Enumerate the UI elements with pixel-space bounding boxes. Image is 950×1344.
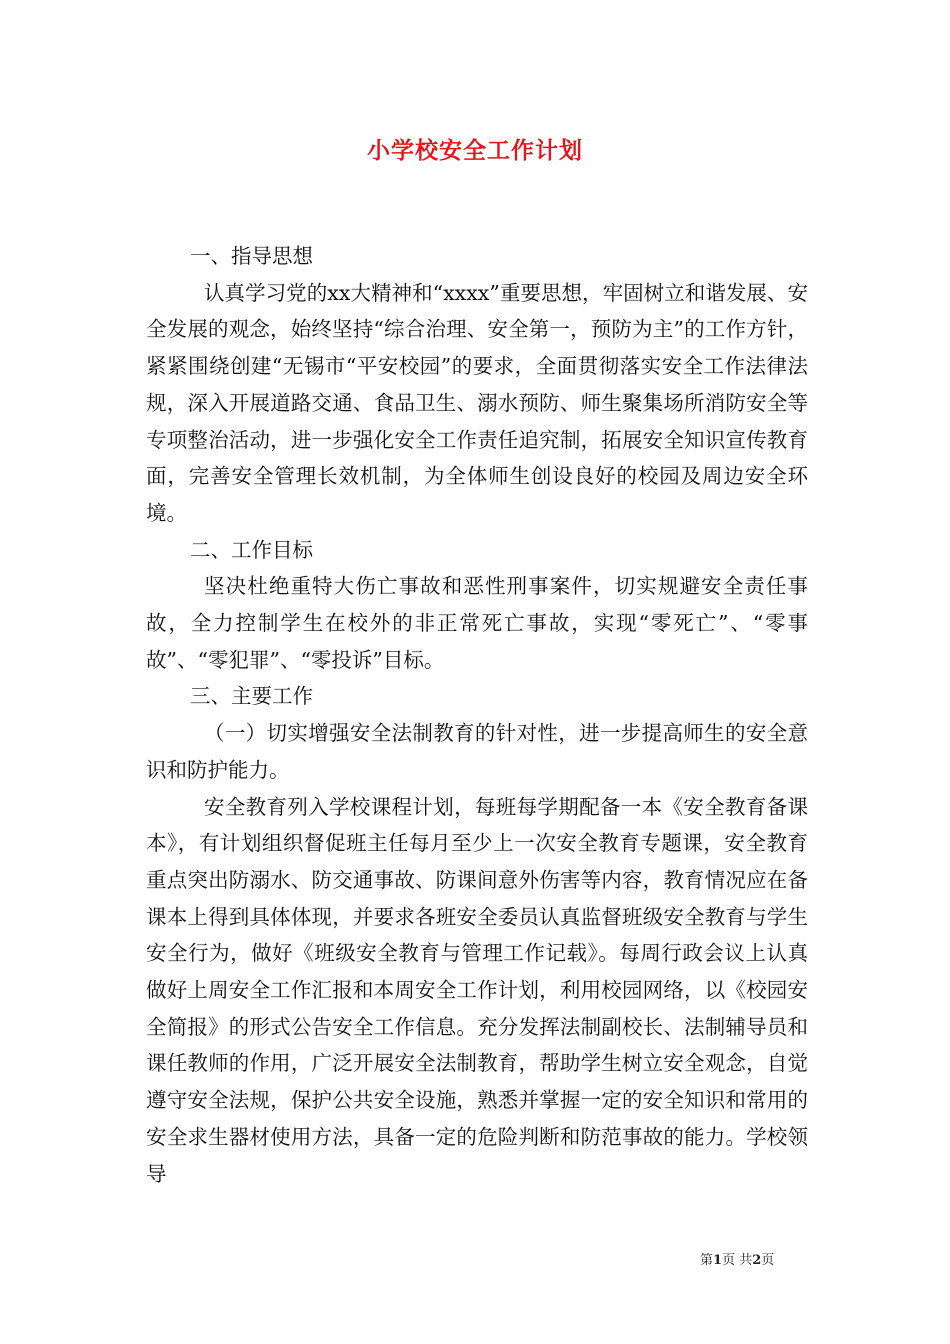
- footer-suffix: 页: [761, 1253, 775, 1268]
- section-heading-work-goals: 二、工作目标: [190, 537, 313, 562]
- footer-middle: 页 共: [722, 1253, 753, 1268]
- paragraph-guiding-ideology: 认真学习党的xx大精神和“xxxx”重要思想，牢固树立和谐发展、安全发展的观念，始终坚持“综合治理、安全第一，预防为主”的工作方针，紧紧围绕创建“无锡市“平安校园”的要求，全面贯彻落实安全工作法律法规，深入开展道路交通、食品卫生、溺水预防、师生聚集场所消防安全等专项整治活动，进一步强化安全工作责任追究制，拓展安全知识宣传教育面，完善安全管理长效机制，为全体师生创设良好的校园及周边安全环境。: [146, 280, 808, 525]
- footer-prefix: 第: [700, 1253, 714, 1268]
- footer-total-pages: 2: [752, 1253, 762, 1268]
- page-number-footer: [700, 1249, 774, 1268]
- footer-current-page: 1: [713, 1253, 723, 1268]
- section-heading-main-work: 三、主要工作: [190, 684, 313, 709]
- document-body: [146, 238, 808, 1192]
- paragraph-safety-education: 安全教育列入学校课程计划，每班每学期配备一本《安全教育备课本》，有计划组织督促班主任每月至少上一次安全教育专题课，安全教育重点突出防溺水、防交通事故、防课间意外伤害等内容，教育情况应在备课本上得到具体体现，并要求各班安全委员认真监督班级安全教育与学生安全行为，做好《班级安全教育与管理工作记载》。每周行政会议上认真做好上周安全工作汇报和本周安全工作计划，利用校园网络，以《校园安全简报》的形式公告安全工作信息。充分发挥法制副校长、法制辅导员和课任教师的作用，广泛开展安全法制教育，帮助学生树立安全观念，自觉遵守安全法规，保护公共安全设施，熟悉并掌握一定的安全知识和常用的安全求生器材使用方法，具备一定的危险判断和防范事故的能力。学校领导: [146, 794, 808, 1186]
- subheading-safety-education: （一）切实增强安全法制教育的针对性，进一步提高师生的安全意识和防护能力。: [146, 721, 808, 782]
- paragraph-work-goals: 坚决杜绝重特大伤亡事故和恶性刑事案件，切实规避安全责任事故，全力控制学生在校外的非正常死亡事故，实现“零死亡”、“零事故”、“零犯罪”、“零投诉”目标。: [146, 574, 808, 672]
- document-title: 小学校安全工作计划: [367, 137, 583, 164]
- section-heading-guiding-ideology: 一、指导思想: [190, 244, 313, 268]
